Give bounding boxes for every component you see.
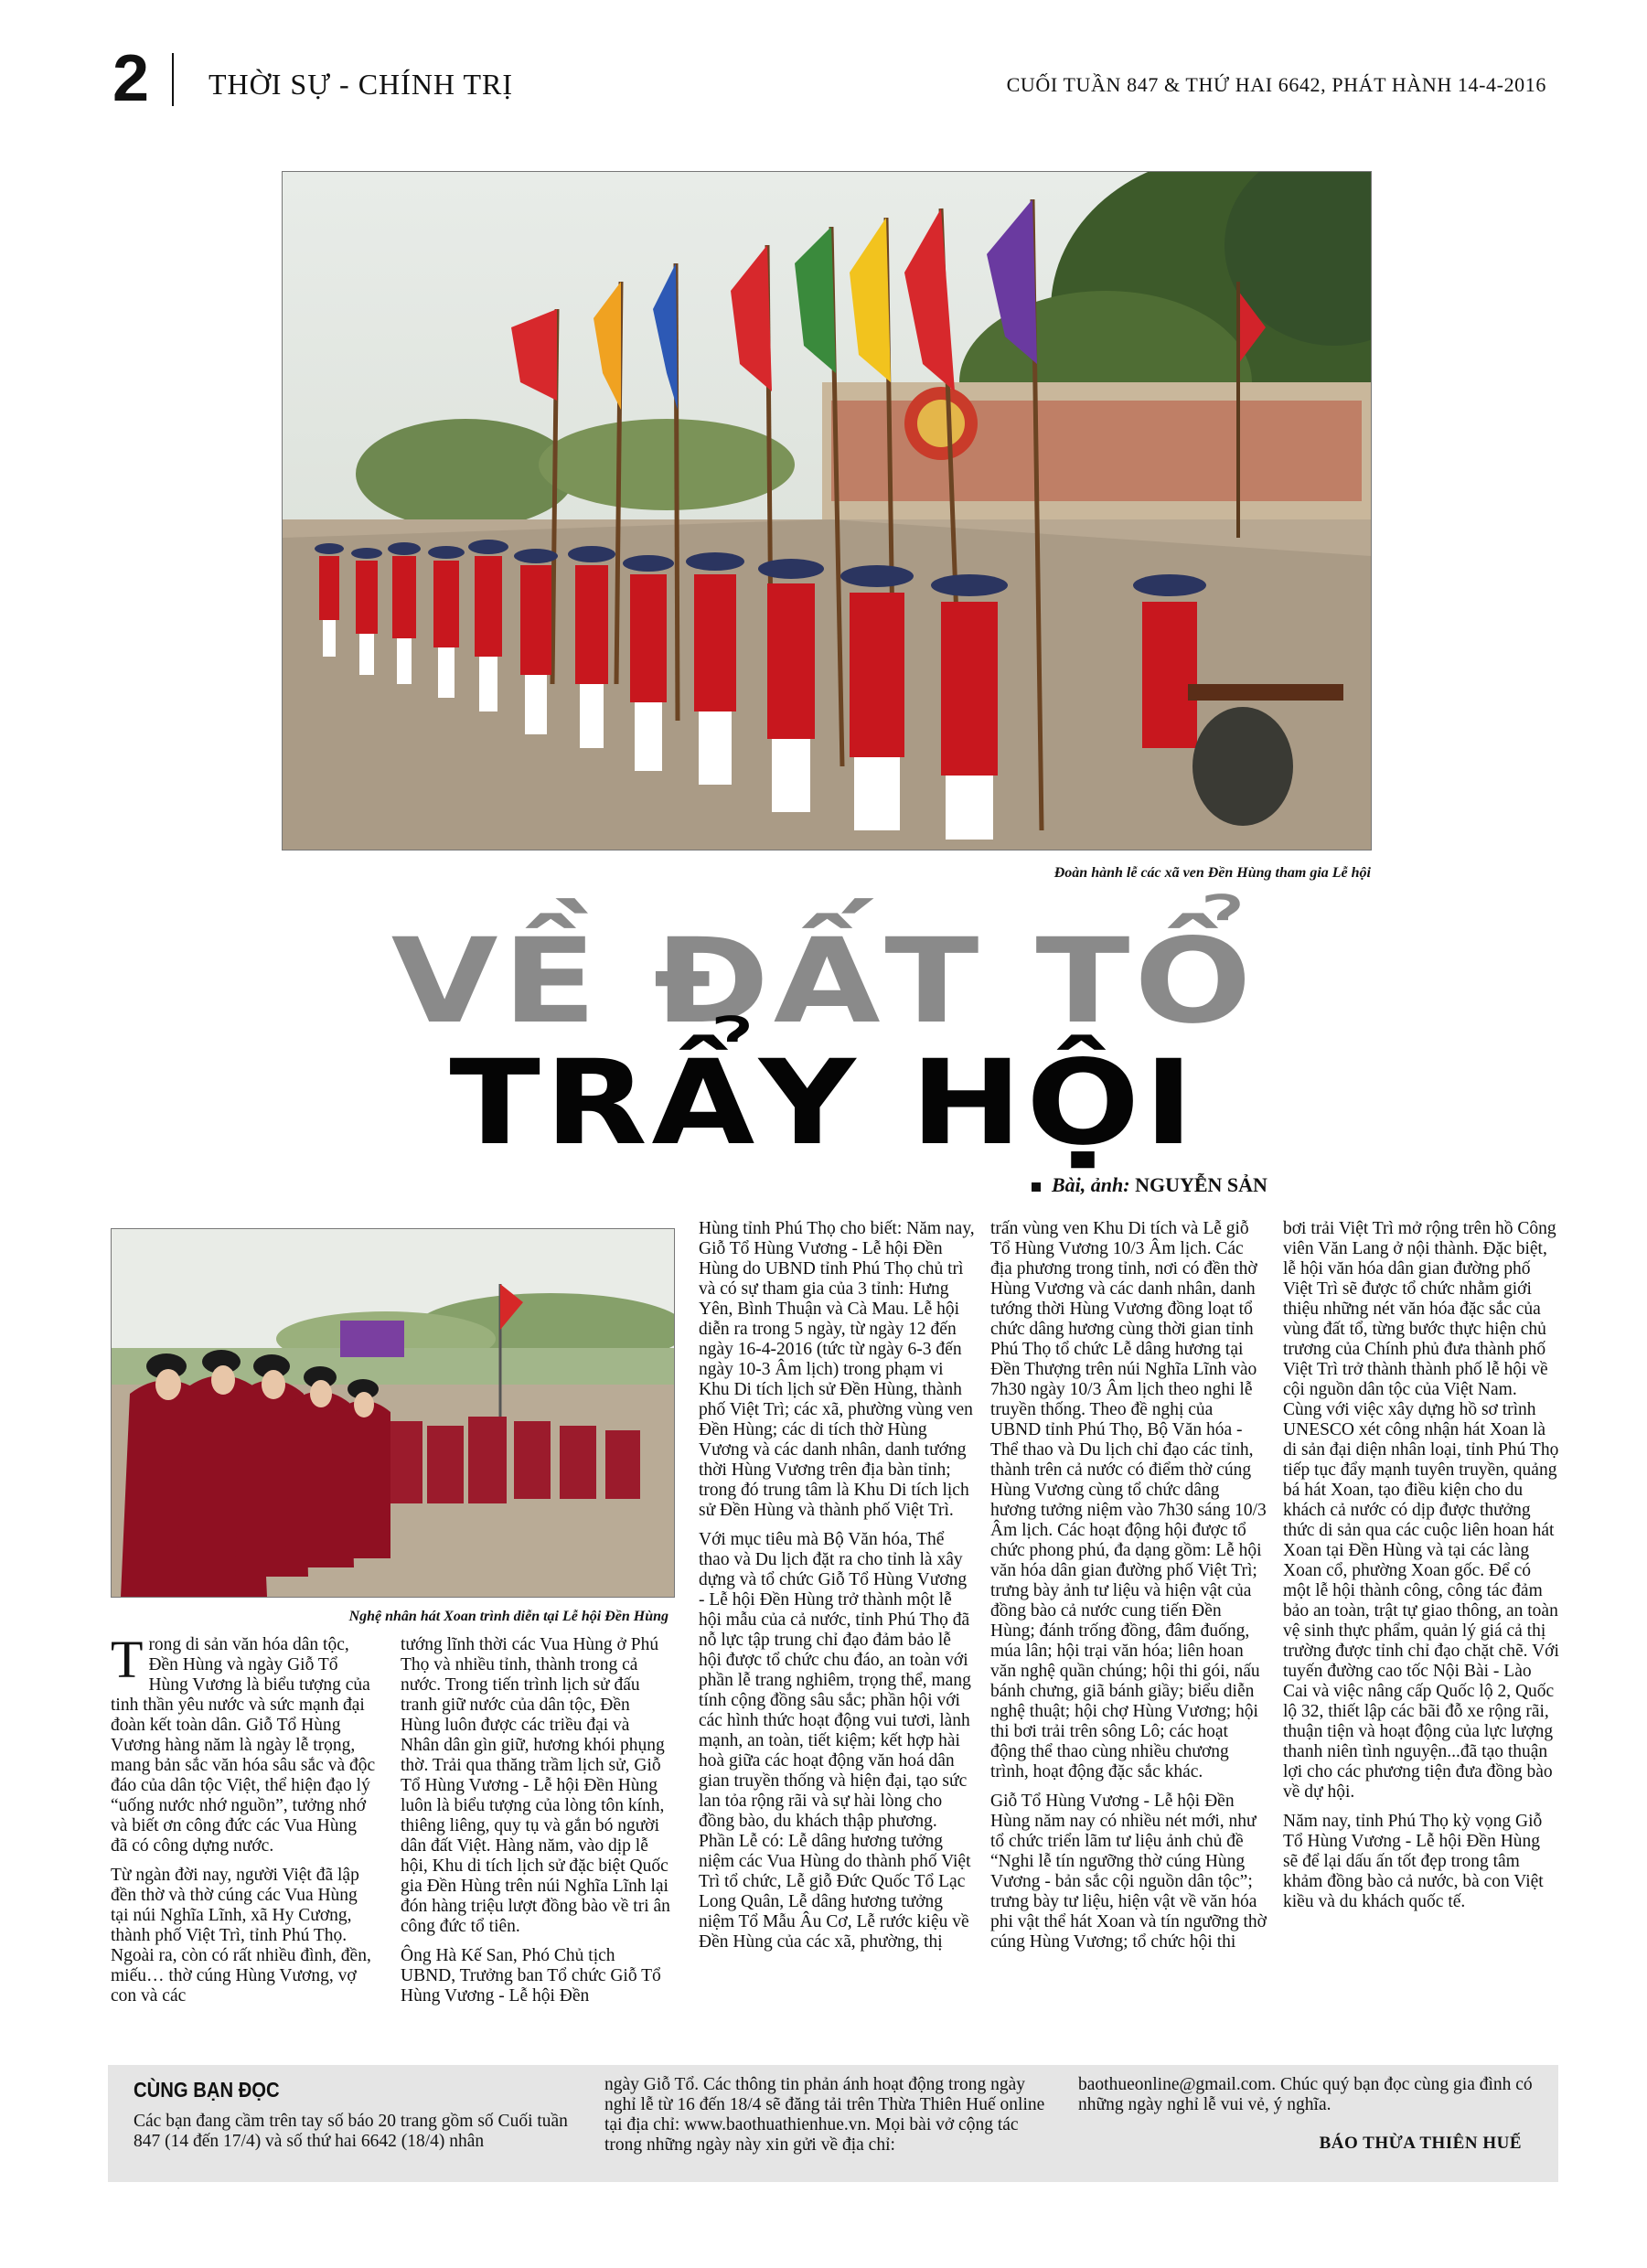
reader-notice-title: CÙNG BẠN ĐỌC bbox=[134, 2078, 280, 2102]
article-paragraph: trấn vùng ven Khu Di tích và Lễ giỗ Tổ Hùng Vương 10/3 Âm lịch. Các địa phương trong tỉnh, nơi có đền thờ Hùng Vương và các danh nhân, danh tướng thời Hùng Vương đồng loạt tổ chức dâng hương cùng thời gian tỉnh Phú Thọ tổ chức Lễ dâng hương tại Đền Thượng trên núi Nghĩa Lĩnh vào 7h30 ngày 10/3 Âm lịch theo nghi lễ truyền thống. Theo đề nghị của UBND tỉnh Phú Thọ, Bộ Văn hóa - Thể thao và Du lịch chỉ đạo các tỉnh, thành trên cả nước có điểm thờ cúng Hùng Vương cùng tổ chức dâng hương tưởng niệm vào 7h30 sáng 10/3 Âm lịch. Các hoạt động hội được tổ chức phong phú, đa dạng gồm: Lễ hội văn hóa dân gian đường phố Việt Trì; trưng bày ảnh tư liệu và hiện vật của đồng bào cả nước cung tiến Đền Hùng; đánh trống đồng, đâm đuống, múa lân; hội trại văn hóa; liên hoan văn nghệ quần chúng; hội thi gói, nấu bánh chưng, giã bánh giầy; biểu diễn nghệ thuật; hội chợ Hùng Vương; hội thi bơi trải trên sông Lô; các hoạt động thể thao cùng nhiều chương trình, hoạt động đặc sắc khác. bbox=[990, 1219, 1267, 1781]
article-paragraph: Ông Hà Kế San, Phó Chủ tịch UBND, Trưởng ban Tổ chức Giỗ Tổ Hùng Vương - Lễ hội Đền bbox=[401, 1946, 661, 2006]
article-column-2 bbox=[401, 1635, 671, 2016]
issue-info: CUỐI TUẦN 847 & THỨ HAI 6642, PHÁT HÀNH 14-4-2016 bbox=[1006, 73, 1546, 96]
article-paragraph: Từ ngàn đời nay, người Việt đã lập đền thờ và thờ cúng các Vua Hùng tại núi Nghĩa Lĩnh, xã Hy Cương, thành phố Việt Trì, tỉnh Phú Thọ. Ngoài ra, còn có rất nhiều đình, đền, miếu… thờ cúng Hùng Vương, vợ con và các bbox=[111, 1866, 371, 2006]
article-paragraph: tướng lĩnh thời các Vua Hùng ở Phú Thọ và nhiều tỉnh, thành trong cả nước. Trong tiến trình lịch sử đấu tranh giữ nước của dân tộc, Đền Hùng luôn được các triều đại và Nhân dân gìn giữ, hương khói phụng thờ. Trải qua thăng trầm lịch sử, Giỗ Tổ Hùng Vương - Lễ hội Đền Hùng luôn là biểu tượng của lòng tôn kính, thiêng liêng, quy tụ và gắn bó người dân đất Việt. Hàng năm, vào dịp lễ hội, Khu di tích lịch sử đặc biệt Quốc gia Đền Hùng trên núi Nghĩa Lĩnh lại đón hàng triệu lượt đồng bào về tri ân công đức tổ tiên. bbox=[401, 1635, 670, 1936]
byline-author: NGUYỄN SẢN bbox=[1135, 1173, 1267, 1196]
xoan-singers-photo bbox=[111, 1228, 675, 1598]
reader-notice-text-3: baothueonline@gmail.com. Chúc quý bạn đọc cùng gia đình có những ngày nghỉ lễ vui vẻ, ý nghĩa. bbox=[1078, 2075, 1533, 2114]
article-paragraph bbox=[111, 1630, 376, 1856]
byline bbox=[1032, 1173, 1267, 1197]
page-number: 2 bbox=[112, 42, 150, 115]
article-paragraph: bơi trải Việt Trì mở rộng trên hồ Công viên Văn Lang ở nội thành. Đặc biệt, lễ hội văn hóa dân gian đường phố Việt Trì sẽ được tổ chức nhằm giới thiệu những nét văn hóa đặc sắc của vùng đất tổ, từng bước thực hiện chủ trương của Chính phủ đưa thành phố Việt Trì trở thành thành phố lễ hội về cội nguồn dân tộc của Việt Nam. Cùng với việc xây dựng hồ sơ trình UNESCO xét công nhận hát Xoan là di sản đại diện nhân loại, tỉnh Phú Thọ tiếp tục đẩy mạnh tuyên truyền, quảng bá hát Xoan, tạo điều kiện cho du khách cả nước có dịp được thưởng thức di sản qua các cuộc liên hoan hát Xoan tại Đền Hùng và tại các làng Xoan cổ, phường Xoan gốc. Để có một lễ hội thành công, công tác đảm bảo an toàn, trật tự giao thông, an toàn vệ sinh thực phẩm, quản lý giá cả thị trường được tỉnh chỉ đạo chặt chẽ. Với tuyến đường cao tốc Nội Bài - Lào Cai và việc nâng cấp Quốc lộ 2, Quốc lộ 32, thiết lập các bãi đỗ xe rộng rãi, thuận tiện và hoạt động của lực lượng thanh niên tình nguyện...đã tạo thuận lợi cho các phương tiện đưa đồng bào về dự hội. bbox=[1283, 1219, 1559, 1802]
reader-notice-text-1: Các bạn đang cầm trên tay số báo 20 trang gồm số Cuối tuần 847 (14 đến 17/4) và số thứ hai 6642 (18/4) nhân bbox=[134, 2112, 568, 2151]
article-column-1 bbox=[111, 1630, 376, 2016]
article-paragraph: Hùng tỉnh Phú Thọ cho biết: Năm nay, Giỗ Tổ Hùng Vương - Lễ hội Đền Hùng do UBND tỉnh Phú Thọ chủ trì và có sự tham gia của 3 tỉnh: Hưng Yên, Bình Thuận và Cà Mau. Lễ hội diễn ra trong 5 ngày, từ ngày 12 đến ngày 16-4-2016 (tức từ ngày 6-3 đến ngày 10-3 Âm lịch) trong phạm vi Khu Di tích lịch sử Đền Hùng, thành phố Việt Trì; các xã, phường vùng ven Đền Hùng; các di tích thờ Hùng Vương và các danh nhân, danh tướng thời Hùng Vương trên địa bàn tỉnh; trong đó trung tâm là Khu Di tích lịch sử Đền Hùng và thành phố Việt Trì. bbox=[699, 1219, 975, 1520]
reader-notice-text-2: ngày Giỗ Tổ. Các thông tin phản ánh hoạt động trong ngày nghỉ lễ từ 16 đến 18/4 sẽ đăng tải trên Thừa Thiên Huế online tại địa chỉ: www.baothuathienhue.vn. Mọi bài vở cộng tác trong những ngày này xin gửi về địa chỉ: bbox=[604, 2075, 1045, 2155]
drop-cap: T bbox=[111, 1630, 144, 1689]
article-paragraph: Với mục tiêu mà Bộ Văn hóa, Thể thao và Du lịch đặt ra cho tỉnh là xây dựng và tổ chức Giỗ Tổ Hùng Vương - Lễ hội Đền Hùng trở thành một lễ hội mẫu của cả nước, tỉnh Phú Thọ đã nỗ lực tập trung chỉ đạo đảm bảo lễ hội được tổ chức chu đáo, an toàn với phần lễ trang nghiêm, trọng thể, mang tính cộng đồng sâu sắc; phần hội với các hình thức hoạt động vui tươi, lành mạnh, an toàn, tiết kiệm; kết hợp hài hoà giữa các hoạt động văn hoá dân gian truyền thống và hiện đại, tạo sức lan tỏa rộng rãi và sự hài lòng cho đồng bào, du khách thập phương. Phần Lễ có: Lễ dâng hương tưởng niệm các Vua Hùng do thành phố Việt Trì tổ chức, Lễ giỗ Đức Quốc Tổ Lạc Long Quân, Lễ dâng hương tưởng niệm Tổ Mẫu Âu Cơ, Lễ rước kiệu về Đền Hùng của các xã, phường, thị bbox=[699, 1530, 971, 1952]
byline-label: Bài, ảnh: bbox=[1052, 1173, 1130, 1196]
article-column-5 bbox=[1283, 1219, 1559, 1921]
headline-line-1: VỀ ĐẤT TỔ bbox=[390, 914, 1257, 1050]
headline-line-2: TRẨY HỘI bbox=[449, 1035, 1198, 1171]
section-title: THỜI SỰ - CHÍNH TRỊ bbox=[209, 68, 513, 101]
header-divider bbox=[172, 53, 174, 106]
paragraph-text: rong di sản văn hóa dân tộc, Đền Hùng và ngày Giỗ Tổ Hùng Vương là biểu tượng của tinh thần yêu nước và sức mạnh đại đoàn kết toàn dân. Giỗ Tổ Hùng Vương hàng năm là ngày lễ trọng, mang bản sắc văn hóa sâu sắc và độc đáo của dân tộc Việt, thể hiện đạo lý “uống nước nhớ nguồn”, tưởng nhớ và biết ơn công đức các Vua Hùng đã có công dựng nước. bbox=[111, 1635, 376, 1856]
reader-notice-signature: BÁO THỪA THIÊN HUẾ bbox=[1319, 2134, 1522, 2153]
procession-photo bbox=[282, 171, 1372, 850]
reader-notice-box bbox=[108, 2065, 1558, 2182]
main-photo-caption: Đoàn hành lễ các xã ven Đền Hùng tham gia Lễ hội bbox=[1053, 865, 1371, 881]
article-paragraph: Năm nay, tỉnh Phú Thọ kỳ vọng Giỗ Tổ Hùng Vương - Lễ hội Đền Hùng sẽ để lại dấu ấn tốt đẹp trong tâm khảm đồng bào cả nước, bà con Việt kiều và du khách quốc tế. bbox=[1283, 1812, 1544, 1911]
second-photo-caption: Nghệ nhân hát Xoan trình diễn tại Lễ hội Đền Hùng bbox=[348, 1609, 668, 1624]
byline-bullet-icon bbox=[1032, 1182, 1041, 1192]
article-paragraph: Giỗ Tổ Hùng Vương - Lễ hội Đền Hùng năm nay có nhiều nét mới, như tổ chức triển lãm tư liệu ảnh chủ đề “Nghi lễ tín ngưỡng thờ cúng Hùng Vương - bản sắc cội nguồn dân tộc”; trưng bày tư liệu, hiện vật về văn hóa phi vật thể hát Xoan và tín ngưỡng thờ cúng Hùng Vương; tổ chức hội thi bbox=[990, 1792, 1267, 1952]
article-column-4 bbox=[990, 1219, 1267, 1962]
article-column-3 bbox=[699, 1219, 975, 1962]
